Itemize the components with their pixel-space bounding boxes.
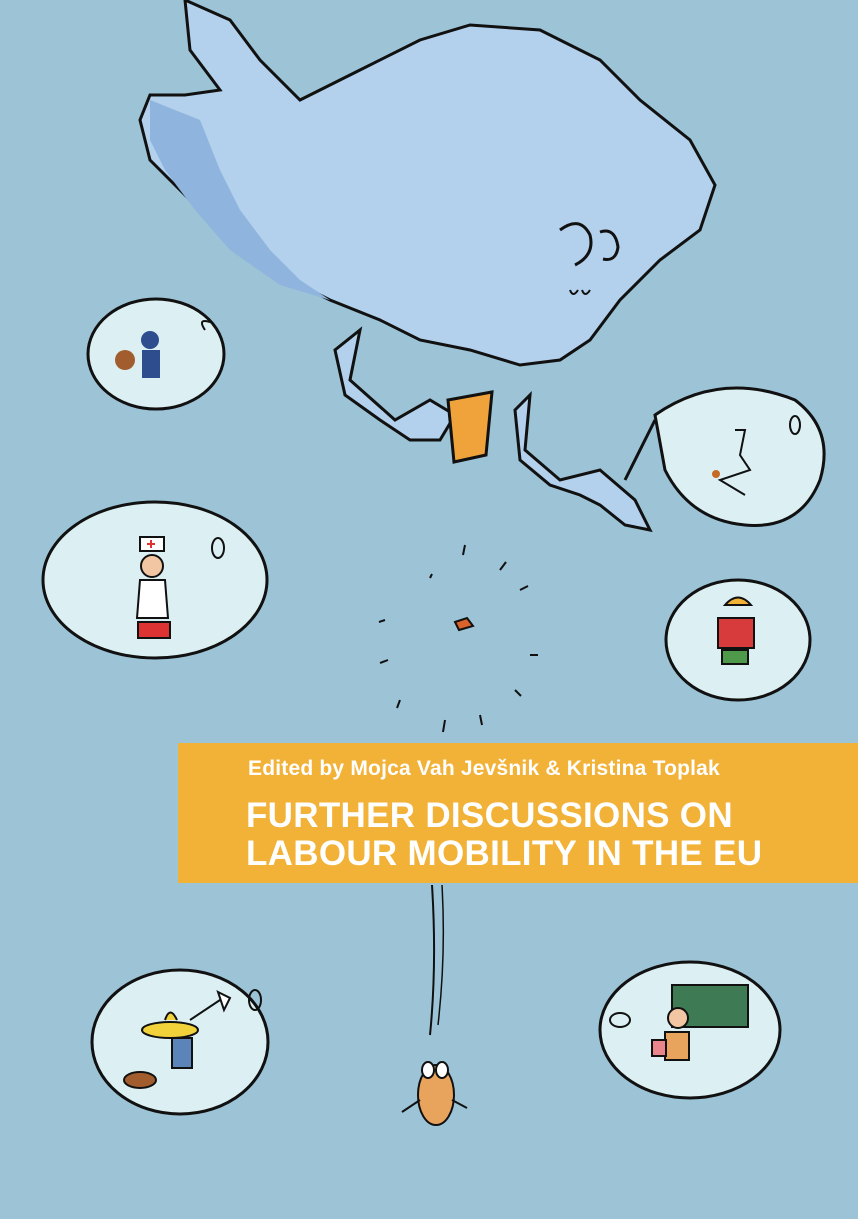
bubble-skeleton bbox=[655, 388, 824, 525]
blue-bird-illustration bbox=[140, 0, 715, 530]
title-band bbox=[178, 743, 858, 883]
bubble-doctor bbox=[43, 502, 267, 658]
splash-marks bbox=[379, 545, 538, 732]
book-title-line-1: FURTHER DISCUSSIONS ON bbox=[246, 796, 733, 835]
bubble-police-dog bbox=[88, 299, 224, 409]
editors-line: Edited by Mojca Vah Jevšnik & Kristina Toplak bbox=[248, 757, 720, 780]
bubble-farmer bbox=[92, 970, 268, 1114]
falling-figure bbox=[402, 885, 467, 1125]
bubble-teacher bbox=[600, 962, 780, 1098]
book-title-line-2: LABOUR MOBILITY IN THE EU bbox=[246, 834, 763, 873]
bubble-builder bbox=[666, 580, 810, 700]
